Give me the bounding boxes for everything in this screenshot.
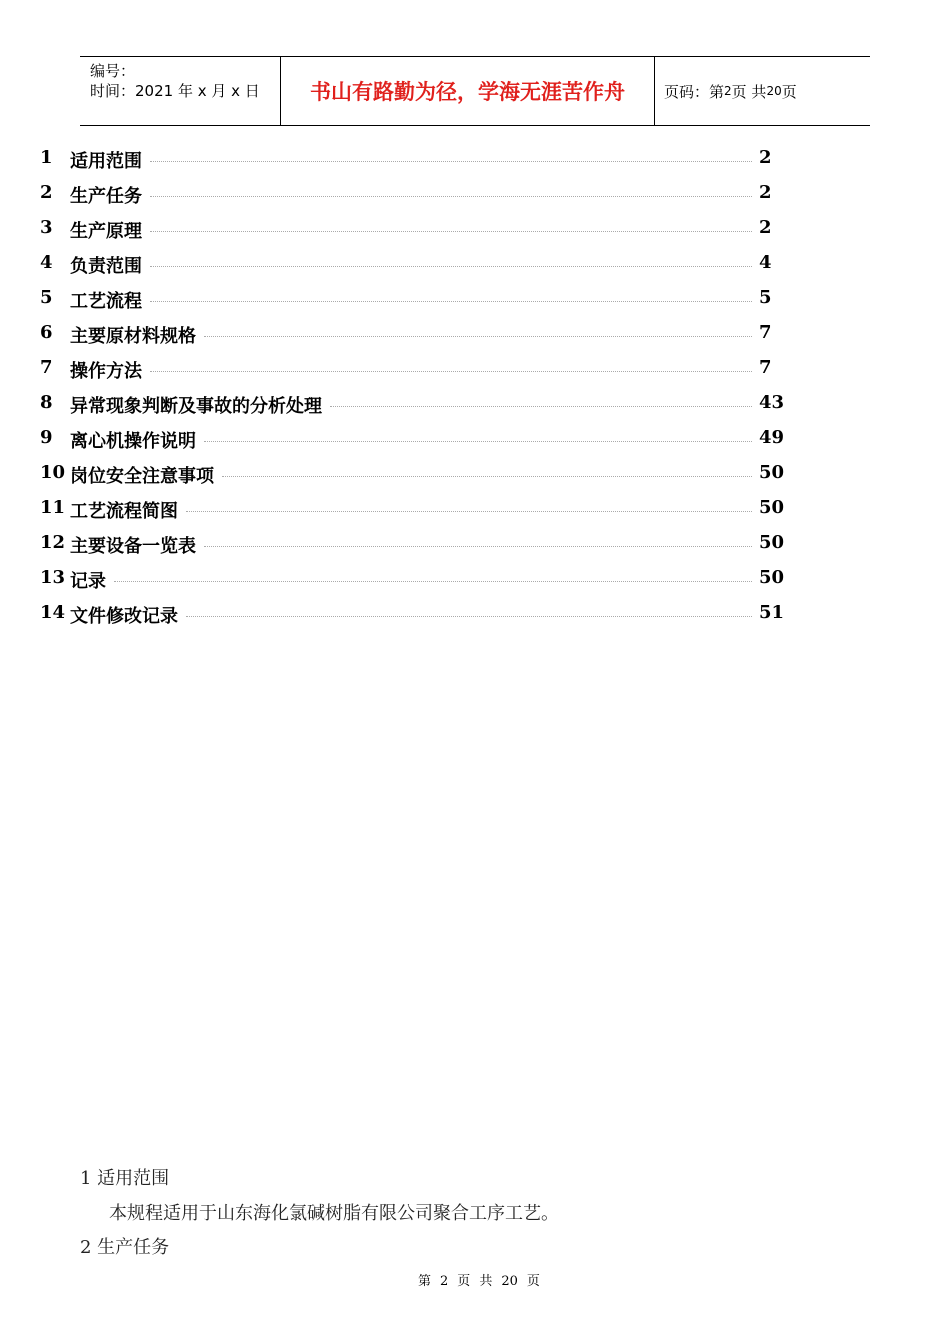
document-time-label: 时间：2021 年 x 月 x 日 <box>90 82 260 100</box>
toc-leader-dots <box>150 231 752 232</box>
toc-leader-dots <box>150 266 752 267</box>
toc-entry-page: 2 <box>759 217 772 238</box>
toc-entry[interactable] <box>40 281 800 316</box>
toc-entry-number: 5 <box>40 287 53 308</box>
toc-entry-page: 2 <box>759 182 772 203</box>
toc-entry[interactable] <box>40 491 800 526</box>
toc-entry-title: 离心机操作说明 <box>70 431 196 452</box>
toc-entry-page: 50 <box>759 567 785 588</box>
toc-entry-number: 6 <box>40 322 53 343</box>
toc-entry-title: 工艺流程 <box>70 291 142 312</box>
footer-total: 20 <box>501 1274 518 1289</box>
toc-entry[interactable] <box>40 246 800 281</box>
page-total: 20 <box>766 84 782 98</box>
toc-entry[interactable] <box>40 351 800 386</box>
footer-current: 2 <box>440 1274 449 1289</box>
page-mid: 页 共 <box>731 82 767 101</box>
toc-entry-number: 10 <box>40 462 66 483</box>
toc-entry[interactable] <box>40 316 800 351</box>
footer-mid2: 共 <box>479 1274 493 1289</box>
toc-entry-page: 50 <box>759 532 785 553</box>
toc-entry-number: 4 <box>40 252 53 273</box>
toc-entry-number: 8 <box>40 392 53 413</box>
section-1-text: 本规程适用于山东海化氯碱树脂有限公司聚合工序工艺。 <box>109 1203 559 1224</box>
toc-entry-title: 操作方法 <box>70 361 142 382</box>
toc-entry-page: 43 <box>759 392 785 413</box>
page-prefix: 页码：第 <box>664 82 725 101</box>
footer-mid1: 页 <box>457 1274 471 1289</box>
toc-leader-dots <box>150 301 752 302</box>
toc-entry-number: 3 <box>40 217 53 238</box>
toc-leader-dots <box>204 441 752 442</box>
toc-entry-title: 主要原材料规格 <box>70 326 196 347</box>
toc-entry-title: 生产任务 <box>70 186 142 207</box>
toc-entry-title: 文件修改记录 <box>70 606 178 627</box>
footer-prefix: 第 <box>418 1274 432 1289</box>
toc-entry[interactable] <box>40 561 800 596</box>
page-suffix: 页 <box>781 82 797 101</box>
document-number-label: 编号： <box>90 62 136 80</box>
toc-entry-title: 主要设备一览表 <box>70 536 196 557</box>
toc-entry-page: 4 <box>759 252 772 273</box>
toc-entry-number: 12 <box>40 532 66 553</box>
toc-entry-page: 2 <box>759 147 772 168</box>
toc-leader-dots <box>150 196 752 197</box>
toc-entry-number: 14 <box>40 602 66 623</box>
table-of-contents <box>40 141 800 631</box>
header-page-info <box>655 57 870 125</box>
toc-entry[interactable] <box>40 526 800 561</box>
page-current: 2 <box>724 84 732 98</box>
toc-entry-title: 负责范围 <box>70 256 142 277</box>
toc-entry-title: 异常现象判断及事故的分析处理 <box>70 396 322 417</box>
toc-entry[interactable] <box>40 596 800 631</box>
toc-leader-dots <box>204 336 752 337</box>
toc-entry[interactable] <box>40 421 800 456</box>
toc-entry-page: 7 <box>759 357 772 378</box>
page-footer <box>0 1270 950 1289</box>
section-2-heading: 2 生产任务 <box>80 1237 170 1258</box>
toc-entry-number: 1 <box>40 147 53 168</box>
toc-entry-page: 49 <box>759 427 785 448</box>
toc-entry-page: 51 <box>759 602 785 623</box>
footer-suffix: 页 <box>526 1274 540 1289</box>
header-info <box>80 57 281 125</box>
toc-entry[interactable] <box>40 456 800 491</box>
section-1-heading: 1 适用范围 <box>80 1168 170 1189</box>
toc-entry-number: 7 <box>40 357 53 378</box>
toc-entry[interactable] <box>40 211 800 246</box>
toc-entry-title: 岗位安全注意事项 <box>70 466 214 487</box>
toc-entry-page: 7 <box>759 322 772 343</box>
toc-entry-title: 适用范围 <box>70 151 142 172</box>
toc-entry[interactable] <box>40 176 800 211</box>
toc-entry-page: 5 <box>759 287 772 308</box>
toc-entry-page: 50 <box>759 462 785 483</box>
toc-entry-number: 9 <box>40 427 53 448</box>
toc-leader-dots <box>150 161 752 162</box>
toc-leader-dots <box>186 616 752 617</box>
toc-entry-number: 2 <box>40 182 53 203</box>
toc-leader-dots <box>186 511 752 512</box>
toc-leader-dots <box>330 406 752 407</box>
toc-entry[interactable] <box>40 141 800 176</box>
header-slogan: 书山有路勤为径，学海无涯苦作舟 <box>281 57 655 125</box>
page-header <box>80 56 870 126</box>
toc-leader-dots <box>150 371 752 372</box>
toc-leader-dots <box>204 546 752 547</box>
toc-entry-title: 生产原理 <box>70 221 142 242</box>
toc-entry-number: 11 <box>40 497 66 518</box>
toc-entry[interactable] <box>40 386 800 421</box>
toc-entry-title: 工艺流程简图 <box>70 501 178 522</box>
toc-entry-page: 50 <box>759 497 785 518</box>
toc-leader-dots <box>114 581 752 582</box>
toc-entry-number: 13 <box>40 567 66 588</box>
toc-entry-title: 记录 <box>70 571 106 592</box>
toc-leader-dots <box>222 476 752 477</box>
